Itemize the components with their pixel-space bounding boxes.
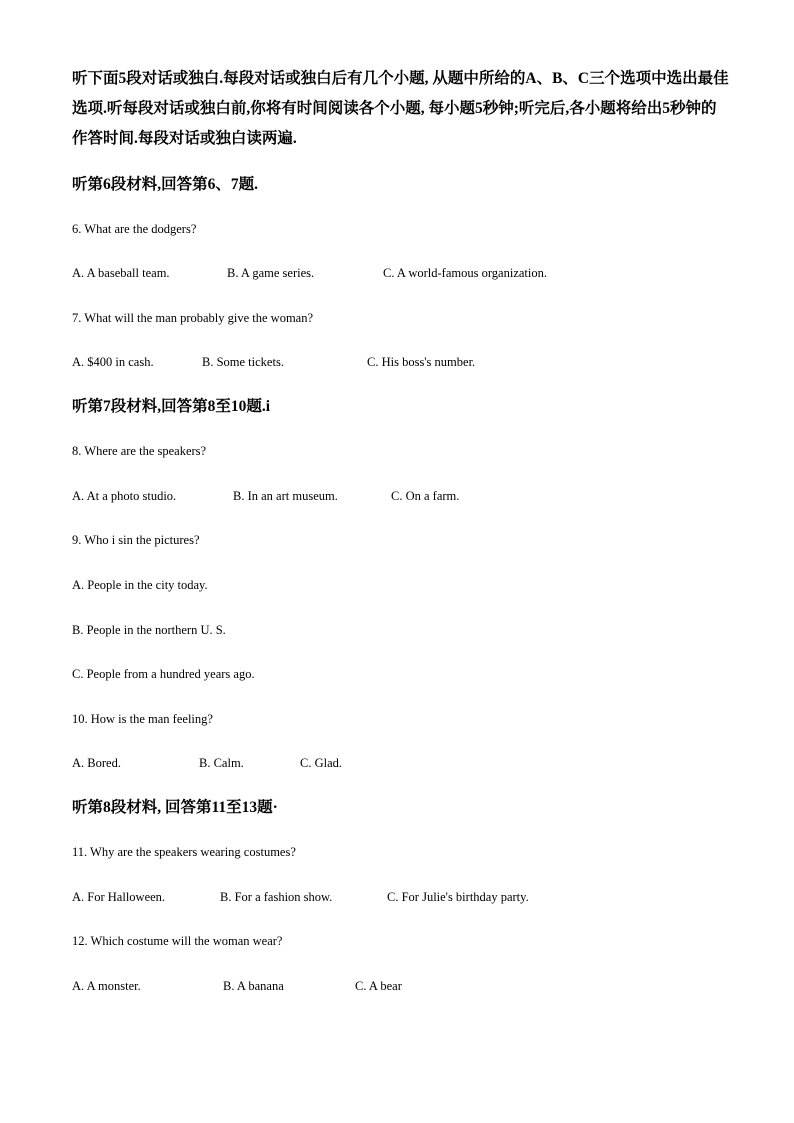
- instructions-paragraph: 听下面5段对话或独白.每段对话或独白后有几个小题, 从题中所给的A、B、C三个选项中选出最佳选项.听每段对话或独白前,你将有时间阅读各个小题, 每小题5秒钟;听完后,各小题将给出5秒钟的作答时间.每段对话或独白读两遍.: [72, 70, 729, 147]
- option-12-c: C. A bear: [355, 979, 402, 993]
- option-11-c: C. For Julie's birthday party.: [387, 890, 529, 904]
- option-9-a: A. People in the city today.: [72, 578, 208, 592]
- option-9-b: B. People in the northern U. S.: [72, 623, 226, 637]
- question-12: 12. Which costume will the woman wear?: [72, 934, 283, 948]
- section-heading-6: 听第6段材料,回答第6、7题.: [72, 176, 259, 193]
- option-7-a: A. $400 in cash.: [72, 355, 154, 369]
- option-10-b: B. Calm.: [199, 756, 244, 770]
- option-6-a: A. A baseball team.: [72, 266, 170, 280]
- section-heading-8: 听第8段材料, 回答第11至13题·: [72, 799, 278, 816]
- option-9-c: C. People from a hundred years ago.: [72, 667, 255, 681]
- question-9: 9. Who i sin the pictures?: [72, 533, 200, 547]
- question-7: 7. What will the man probably give the woman?: [72, 311, 314, 325]
- question-6: 6. What are the dodgers?: [72, 222, 197, 236]
- question-11: 11. Why are the speakers wearing costumes?: [72, 845, 296, 859]
- section-heading-7: 听第7段材料,回答第8至10题.i: [72, 398, 271, 415]
- option-10-a: A. Bored.: [72, 756, 121, 770]
- option-7-b: B. Some tickets.: [202, 355, 284, 369]
- option-12-b: B. A banana: [223, 979, 284, 993]
- option-6-b: B. A game series.: [227, 266, 315, 280]
- question-8: 8. Where are the speakers?: [72, 444, 207, 458]
- option-6-c: C. A world-famous organization.: [383, 266, 547, 280]
- option-11-b: B. For a fashion show.: [220, 890, 333, 904]
- option-8-a: A. At a photo studio.: [72, 489, 177, 503]
- option-10-c: C. Glad.: [300, 756, 343, 770]
- option-8-b: B. In an art museum.: [233, 489, 338, 503]
- option-7-c: C. His boss's number.: [367, 355, 476, 369]
- question-10: 10. How is the man feeling?: [72, 712, 213, 726]
- option-8-c: C. On a farm.: [391, 489, 460, 503]
- option-11-a: A. For Halloween.: [72, 890, 166, 904]
- option-12-a: A. A monster.: [72, 979, 141, 993]
